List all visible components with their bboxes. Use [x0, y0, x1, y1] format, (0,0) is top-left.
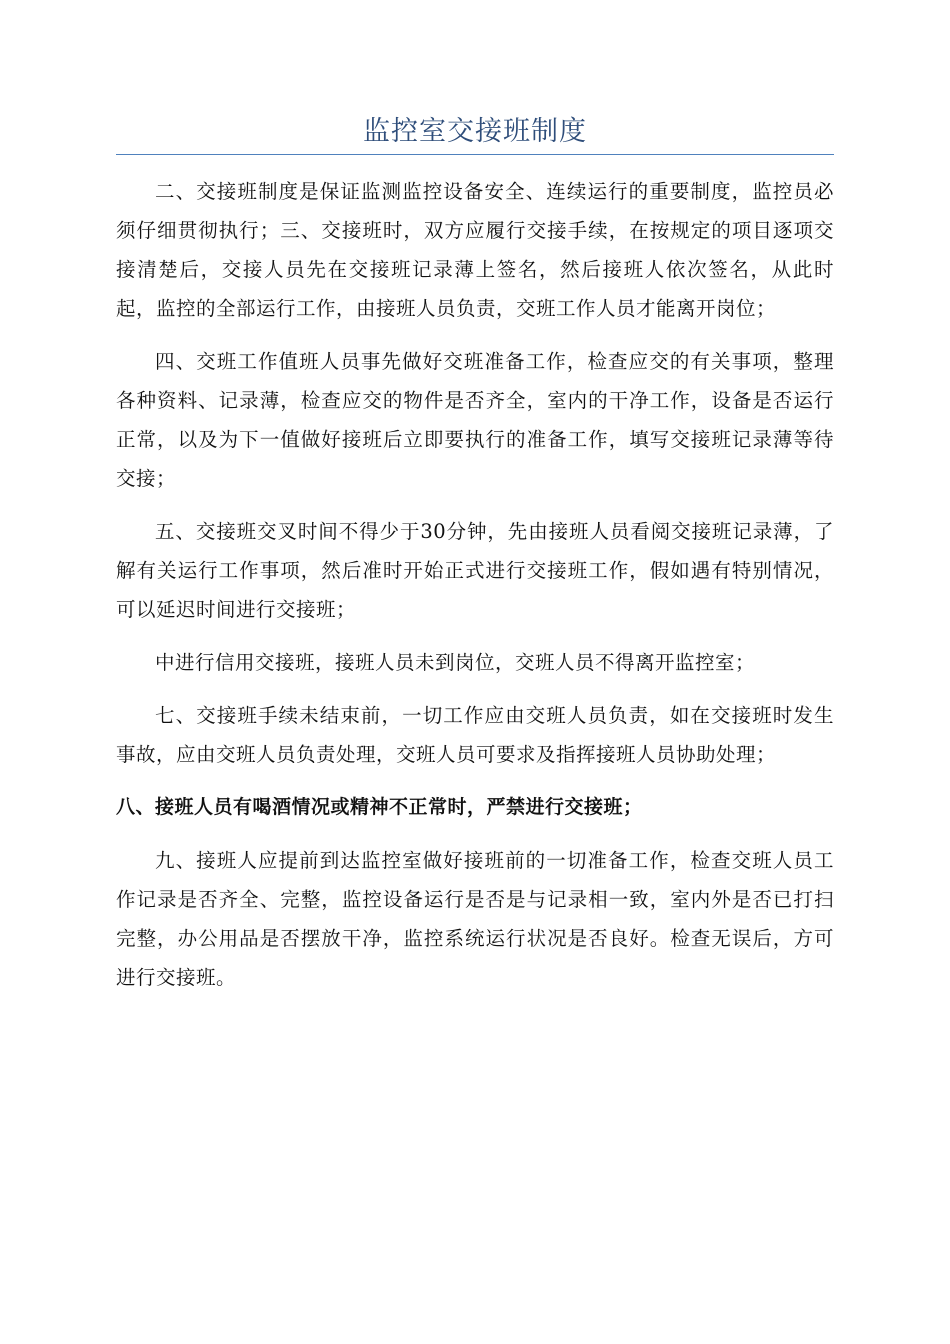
- document-body: [116, 172, 834, 1011]
- title-underline: [116, 154, 834, 155]
- paragraph-9: 九、接班人应提前到达监控室做好接班前的一切准备工作，检查交班人员工作记录是否齐全、完整，监控设备运行是否是与记录相一致，室内外是否已打扫完整，办公用品是否摆放干净，监控系统运行状况是否良好。检查无误后，方可进行交接班。: [116, 849, 834, 989]
- paragraph-7: 七、交接班手续未结束前，一切工作应由交班人员负责，如在交接班时发生事故，应由交班人员负责处理，交班人员可要求及指挥接班人员协助处理；: [116, 704, 834, 766]
- paragraph-6: 中进行信用交接班，接班人员未到岗位，交班人员不得离开监控室；: [155, 651, 756, 674]
- paragraph-5: 五、交接班交叉时间不得少于30分钟，先由接班人员看阅交接班记录薄，了解有关运行工作事项，然后准时开始正式进行交接班工作，假如遇有特别情况，可以延迟时间进行交接班；: [116, 520, 834, 621]
- paragraph-2-3: 二、交接班制度是保证监测监控设备安全、连续运行的重要制度，监控员必须仔细贯彻执行；三、交接班时，双方应履行交接手续，在按规定的项目逐项交接清楚后，交接人员先在交接班记录薄上签名，然后接班人依次签名，从此时起，监控的全部运行工作，由接班人员负责，交班工作人员才能离开岗位；: [116, 180, 834, 320]
- paragraph-8-bold: 八、接班人员有喝酒情况或精神不正常时，严禁进行交接班；: [116, 796, 643, 818]
- paragraph-4: 四、交班工作值班人员事先做好交班准备工作，检查应交的有关事项，整理各种资料、记录薄，检查应交的物件是否齐全，室内的干净工作，设备是否运行正常，以及为下一值做好接班后立即要执行的准备工作，填写交接班记录薄等待交接；: [116, 350, 834, 490]
- document-title: 监控室交接班制度: [363, 116, 587, 147]
